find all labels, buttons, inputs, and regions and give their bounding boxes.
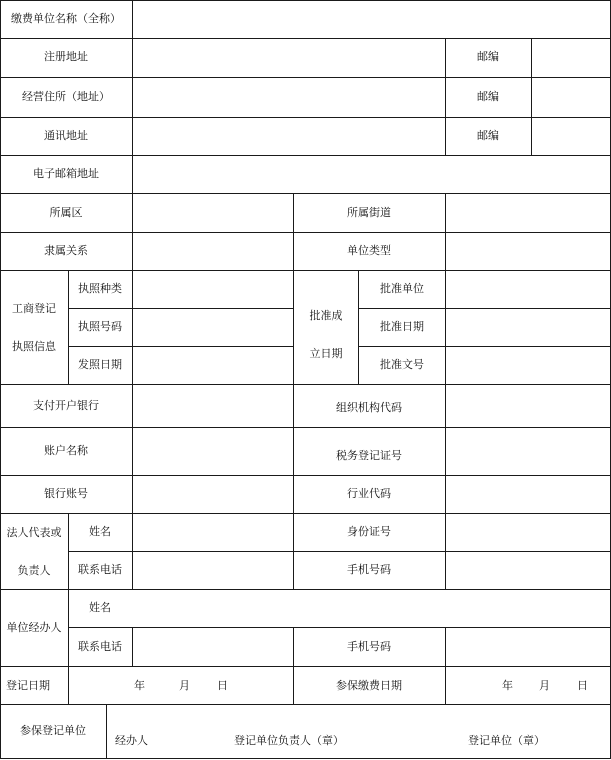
row-line <box>0 0 611 1</box>
row-line <box>0 513 611 514</box>
operator-label: 经办人 <box>115 734 148 747</box>
affiliation-label: 隶属关系 <box>44 244 88 257</box>
col-line <box>132 384 133 589</box>
handler-phone-label: 联系电话 <box>78 640 122 653</box>
legal-rep-label-line1: 法人代表或 <box>6 526 62 539</box>
ins-pay-date-day: 日 <box>577 679 588 692</box>
legal-rep-mobile-label: 手机号码 <box>347 563 391 576</box>
col-line <box>293 513 294 589</box>
approve-doc-no-label: 批准文号 <box>380 358 424 371</box>
license-type-label: 执照种类 <box>78 282 122 295</box>
col-line <box>0 0 1 759</box>
row-line <box>358 346 611 347</box>
col-line <box>293 270 294 384</box>
district-label: 所属区 <box>49 206 83 219</box>
row-line <box>0 384 611 385</box>
biz-address-label: 经营住所（地址） <box>22 90 110 103</box>
row-line <box>0 77 611 78</box>
col-line <box>445 193 446 270</box>
biz-postcode-label: 邮编 <box>477 90 499 103</box>
row-line <box>68 627 611 628</box>
legal-rep-label-line2: 负责人 <box>17 564 51 577</box>
approve-label-line2: 立日期 <box>309 347 343 360</box>
col-line <box>293 193 294 270</box>
license-no-label: 执照号码 <box>78 320 122 333</box>
row-line <box>0 427 611 428</box>
col-line <box>531 38 532 155</box>
approve-label-line1: 批准成 <box>309 309 343 322</box>
row-line <box>0 155 611 156</box>
approve-date-label: 批准日期 <box>380 320 424 333</box>
row-line <box>0 666 611 667</box>
ins-pay-date-month: 月 <box>539 679 550 692</box>
row-line <box>0 704 611 705</box>
row-line <box>68 551 611 552</box>
col-line <box>132 627 133 666</box>
col-line <box>132 270 133 384</box>
col-line <box>445 38 446 155</box>
industry-code-label: 行业代码 <box>347 487 391 500</box>
unit-full-name-label: 缴费单位名称（全称） <box>11 12 121 25</box>
row-line <box>0 193 611 194</box>
reg-date-year: 年 <box>134 679 145 692</box>
row-line <box>0 117 611 118</box>
col-line <box>358 270 359 384</box>
mail-address-label: 通讯地址 <box>44 129 88 142</box>
tax-reg-no-label: 税务登记证号 <box>336 449 402 462</box>
reg-postcode-label: 邮编 <box>477 50 499 63</box>
reg-unit-head-label: 登记单位负责人（章） <box>234 734 344 747</box>
legal-rep-name-label: 姓名 <box>89 525 111 538</box>
ins-reg-unit-label: 参保登记单位 <box>20 724 86 737</box>
col-line <box>445 270 446 384</box>
row-line <box>0 38 611 39</box>
row-line <box>68 346 293 347</box>
row-line <box>0 475 611 476</box>
ins-pay-date-label: 参保缴费日期 <box>336 679 402 692</box>
approve-unit-label: 批准单位 <box>380 282 424 295</box>
col-line <box>445 513 446 589</box>
issue-date-label: 发照日期 <box>78 358 122 371</box>
row-line <box>0 232 611 233</box>
biz-reg-label-line1: 工商登记 <box>12 302 56 315</box>
handler-label: 单位经办人 <box>6 621 62 634</box>
col-line <box>445 627 446 704</box>
reg-date-day: 日 <box>217 679 228 692</box>
handler-name-label: 姓名 <box>89 601 111 614</box>
col-line <box>293 384 294 513</box>
account-name-label: 账户名称 <box>44 444 88 457</box>
row-line <box>358 308 611 309</box>
col-line <box>68 270 69 384</box>
email-label: 电子邮箱地址 <box>33 167 99 180</box>
row-line <box>68 308 293 309</box>
bank-account-label: 银行账号 <box>44 487 88 500</box>
reg-date-label: 登记日期 <box>6 679 50 692</box>
ins-pay-date-year: 年 <box>502 679 513 692</box>
col-line <box>68 513 69 666</box>
col-line <box>132 0 133 270</box>
col-line <box>68 666 69 704</box>
row-line <box>0 270 611 271</box>
reg-address-label: 注册地址 <box>44 50 88 63</box>
id-no-label: 身份证号 <box>347 525 391 538</box>
row-line <box>0 758 611 759</box>
biz-reg-label-line2: 执照信息 <box>12 340 56 353</box>
row-line <box>0 589 611 590</box>
handler-mobile-label: 手机号码 <box>347 640 391 653</box>
unit-type-label: 单位类型 <box>347 244 391 257</box>
reg-unit-seal-label: 登记单位（章） <box>468 734 545 747</box>
col-line <box>445 384 446 513</box>
col-line <box>293 627 294 704</box>
street-label: 所属街道 <box>347 206 391 219</box>
col-line <box>106 704 107 759</box>
mail-postcode-label: 邮编 <box>477 129 499 142</box>
pay-bank-label: 支付开户银行 <box>33 399 99 412</box>
org-code-label: 组织机构代码 <box>336 401 402 414</box>
reg-date-month: 月 <box>179 679 190 692</box>
legal-rep-phone-label: 联系电话 <box>78 563 122 576</box>
